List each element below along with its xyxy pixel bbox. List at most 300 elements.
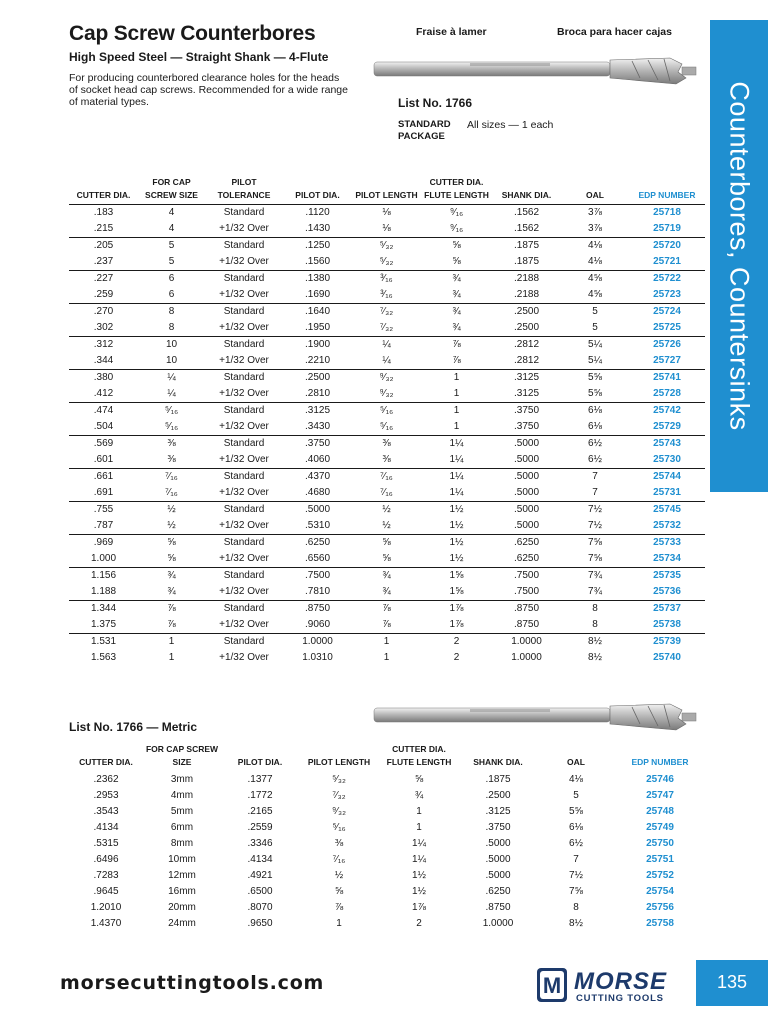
table-cell: .4370 bbox=[304, 471, 331, 482]
table-cell: ¾ bbox=[421, 287, 492, 304]
table-cell: ⅞ bbox=[167, 603, 176, 614]
table-cell: Standard bbox=[223, 207, 265, 218]
table-cell: ⅛ bbox=[352, 221, 421, 238]
edp-number-cell: 25752 bbox=[646, 870, 674, 881]
table-cell: .2500 bbox=[513, 306, 540, 317]
table-cell: +1/32 Over bbox=[205, 320, 283, 337]
table-cell: .5315 bbox=[93, 838, 119, 849]
table-cell: .3543 bbox=[93, 806, 119, 817]
french-title: Fraise à lamer bbox=[416, 26, 487, 38]
edp-number-cell: 25721 bbox=[629, 254, 705, 271]
table-cell: .4134 bbox=[93, 822, 119, 833]
table-cell: .1875 bbox=[492, 254, 561, 271]
table-cell: +1/32 Over bbox=[205, 551, 283, 568]
table-cell: .270 bbox=[93, 306, 114, 317]
table-cell: ¼ bbox=[352, 353, 421, 370]
table-cell: 1.375 bbox=[69, 617, 138, 634]
table-cell: 4 bbox=[138, 221, 205, 238]
counterbore-spec-table bbox=[69, 176, 705, 666]
table-cell: ⅝ bbox=[138, 551, 205, 568]
table-cell: .5000 bbox=[485, 838, 511, 849]
table-cell: 8½ bbox=[588, 636, 602, 647]
edp-number-cell: 25729 bbox=[629, 419, 705, 436]
table-row bbox=[69, 535, 705, 552]
table-cell: 6mm bbox=[170, 822, 194, 833]
table-cell: .2188 bbox=[513, 273, 540, 284]
table-cell: .5000 bbox=[485, 870, 511, 881]
table-cell: 5 bbox=[592, 306, 598, 317]
table-cell: 5¼ bbox=[588, 339, 602, 350]
metric-spec-table bbox=[69, 743, 705, 932]
table-cell: .183 bbox=[93, 207, 114, 218]
table-row bbox=[69, 584, 705, 601]
table-cell: 1½ bbox=[449, 504, 464, 515]
table-cell: 1 bbox=[383, 652, 390, 663]
table-cell: ⅞ bbox=[382, 603, 391, 614]
table-cell: 7¾ bbox=[561, 584, 629, 601]
table-cell: 8mm bbox=[170, 838, 194, 849]
table-cell: .8070 bbox=[247, 902, 273, 913]
table-cell: 1 bbox=[421, 419, 492, 436]
table-cell: 7 bbox=[592, 471, 598, 482]
table-cell: Standard bbox=[223, 339, 265, 350]
column-header: FOR CAP SCREW SIZE bbox=[138, 176, 205, 205]
table-cell: .1250 bbox=[304, 240, 331, 251]
table-cell: 4⅝ bbox=[561, 287, 629, 304]
table-cell: ⁹⁄₃₂ bbox=[379, 372, 394, 383]
page-number: 135 bbox=[716, 972, 748, 992]
column-header: OAL bbox=[561, 176, 629, 205]
table-cell: ⁵⁄₁₆ bbox=[138, 419, 205, 436]
table-cell: .5310 bbox=[283, 518, 352, 535]
column-header: CUTTER DIA. FLUTE LENGTH bbox=[386, 744, 452, 767]
table-cell: +1/32 Over bbox=[205, 485, 283, 502]
table-cell: 1 bbox=[416, 806, 422, 817]
table-cell: 1.0000 bbox=[302, 636, 333, 647]
edp-number-cell: 25725 bbox=[629, 320, 705, 337]
table-cell: 2 bbox=[416, 918, 422, 929]
table-cell: .3750 bbox=[485, 822, 511, 833]
table-cell: ⁵⁄₁₆ bbox=[164, 405, 179, 416]
table-cell: ⁷⁄₃₂ bbox=[379, 306, 394, 317]
table-cell: 5⅝ bbox=[561, 386, 629, 403]
table-cell: ⁵⁄₃₂ bbox=[332, 774, 346, 785]
table-row bbox=[69, 634, 705, 651]
table-cell: ⅜ bbox=[352, 452, 421, 469]
table-cell: .3346 bbox=[247, 838, 273, 849]
edp-number-cell: 25748 bbox=[646, 806, 674, 817]
table-cell: .2812 bbox=[492, 353, 561, 370]
table-cell: ³⁄₁₆ bbox=[352, 287, 421, 304]
table-cell: .344 bbox=[69, 353, 138, 370]
table-cell: .8750 bbox=[492, 617, 561, 634]
table-cell: ⁷⁄₁₆ bbox=[165, 471, 178, 482]
table-cell: 2 bbox=[453, 636, 460, 647]
table-cell: ⁷⁄₃₂ bbox=[332, 790, 346, 801]
table-cell: .691 bbox=[69, 485, 138, 502]
table-cell: .6250 bbox=[485, 886, 511, 897]
table-cell: ¾ bbox=[138, 584, 205, 601]
table-cell: ⅞ bbox=[421, 353, 492, 370]
table-cell: ⅝ bbox=[334, 886, 344, 897]
table-row bbox=[69, 804, 705, 820]
table-cell: ⅞ bbox=[334, 902, 344, 913]
edp-number-cell: 25734 bbox=[629, 551, 705, 568]
edp-number-cell: 25724 bbox=[653, 306, 681, 317]
edp-number-cell: 25733 bbox=[653, 537, 681, 548]
website-link[interactable]: morsecuttingtools.com bbox=[60, 972, 325, 994]
table-row bbox=[69, 502, 705, 519]
table-cell: 8½ bbox=[588, 652, 602, 663]
table-row bbox=[69, 436, 705, 453]
table-cell: Standard bbox=[223, 306, 265, 317]
edp-number-cell: 25722 bbox=[653, 273, 681, 284]
table-row bbox=[69, 221, 705, 238]
table-cell: +1/32 Over bbox=[205, 617, 283, 634]
table-cell: .259 bbox=[69, 287, 138, 304]
table-cell: ⁷⁄₃₂ bbox=[352, 320, 421, 337]
table-cell: 1¼ bbox=[412, 854, 426, 865]
edp-number-cell: 25719 bbox=[629, 221, 705, 238]
table-cell: .1430 bbox=[283, 221, 352, 238]
table-row bbox=[69, 370, 705, 387]
table-cell: 5⅝ bbox=[569, 806, 583, 817]
table-cell: .2500 bbox=[485, 790, 511, 801]
edp-number-cell: 25746 bbox=[646, 774, 674, 785]
table-cell: 1⅝ bbox=[421, 584, 492, 601]
table-cell: .9060 bbox=[283, 617, 352, 634]
table-cell: .2210 bbox=[283, 353, 352, 370]
table-cell: .6250 bbox=[513, 537, 540, 548]
column-header: CUTTER DIA. bbox=[69, 176, 138, 205]
table-cell: 6 bbox=[168, 273, 175, 284]
table-cell: .2810 bbox=[283, 386, 352, 403]
table-cell: 1½ bbox=[421, 551, 492, 568]
table-cell: ⅝ bbox=[452, 240, 461, 251]
table-cell: .412 bbox=[69, 386, 138, 403]
logo-subtext: CUTTING TOOLS bbox=[576, 993, 664, 1004]
table-cell: ⅜ bbox=[334, 838, 344, 849]
edp-number-cell: 25749 bbox=[646, 822, 674, 833]
table-cell: .4134 bbox=[247, 854, 273, 865]
table-cell: .755 bbox=[93, 504, 114, 515]
table-cell: ⅜ bbox=[138, 452, 205, 469]
table-cell: 1 bbox=[336, 918, 342, 929]
table-cell: +1/32 Over bbox=[205, 386, 283, 403]
table-cell: .3750 bbox=[304, 438, 331, 449]
table-cell: .2362 bbox=[93, 774, 119, 785]
column-header: OAL bbox=[567, 757, 585, 767]
table-cell: ⁷⁄₁₆ bbox=[380, 471, 393, 482]
table-cell: ½ bbox=[334, 870, 344, 881]
table-cell: 5⅝ bbox=[588, 372, 602, 383]
table-cell: 7 bbox=[573, 854, 579, 865]
table-cell: .4060 bbox=[283, 452, 352, 469]
table-cell: +1/32 Over bbox=[205, 353, 283, 370]
table-cell: .6496 bbox=[93, 854, 119, 865]
table-cell: 1.0310 bbox=[302, 652, 333, 663]
edp-number-cell: 25751 bbox=[646, 854, 674, 865]
table-cell: .2500 bbox=[304, 372, 331, 383]
table-cell: Standard bbox=[223, 372, 265, 383]
table-cell: 1.0000 bbox=[511, 636, 542, 647]
table-cell: .5000 bbox=[513, 504, 540, 515]
table-cell: ¼ bbox=[138, 386, 205, 403]
table-cell: .1900 bbox=[304, 339, 331, 350]
table-cell: .2188 bbox=[492, 287, 561, 304]
table-cell: .237 bbox=[69, 254, 138, 271]
edp-number-cell: 25718 bbox=[653, 207, 681, 218]
table-cell: Standard bbox=[223, 405, 265, 416]
edp-number-cell: 25750 bbox=[646, 838, 674, 849]
column-header: PILOT DIA. bbox=[237, 757, 283, 767]
table-cell: .380 bbox=[93, 372, 114, 383]
intro-text: For producing counterbored clearance holes for the heads of socket head cap screws. Recommended for a wide range of material types. bbox=[69, 72, 348, 108]
table-cell: .3750 bbox=[513, 405, 540, 416]
table-cell: 1 bbox=[416, 822, 422, 833]
table-cell: ⅞ bbox=[452, 339, 461, 350]
table-cell: 8½ bbox=[569, 918, 583, 929]
table-cell: .787 bbox=[69, 518, 138, 535]
table-row bbox=[69, 287, 705, 304]
table-row bbox=[69, 836, 705, 852]
table-cell: 1 bbox=[168, 636, 175, 647]
edp-number-cell: 25744 bbox=[653, 471, 681, 482]
table-cell: ⅞ bbox=[138, 617, 205, 634]
table-cell: 5 bbox=[168, 240, 175, 251]
table-row bbox=[69, 568, 705, 585]
table-cell: ⅜ bbox=[382, 438, 391, 449]
table-cell: .1562 bbox=[513, 207, 540, 218]
table-cell: +1/32 Over bbox=[205, 518, 283, 535]
edp-number-cell: 25738 bbox=[629, 617, 705, 634]
table-cell: 1.344 bbox=[90, 603, 117, 614]
table-cell: 1¼ bbox=[449, 438, 464, 449]
section-side-tab bbox=[710, 20, 768, 492]
edp-number-cell: 25726 bbox=[653, 339, 681, 350]
table-cell: 8 bbox=[168, 306, 175, 317]
table-row bbox=[69, 271, 705, 288]
table-row bbox=[69, 601, 705, 618]
table-cell: 6⅛ bbox=[561, 419, 629, 436]
table-cell: ½ bbox=[138, 518, 205, 535]
table-cell: +1/32 Over bbox=[205, 452, 283, 469]
column-header: EDP NUMBER bbox=[631, 757, 689, 767]
table-cell: 1½ bbox=[449, 537, 464, 548]
table-cell: .302 bbox=[69, 320, 138, 337]
table-cell: +1/32 Over bbox=[205, 254, 283, 271]
logo-letter: M bbox=[542, 973, 562, 998]
table-row bbox=[69, 868, 705, 884]
table-cell: .7810 bbox=[283, 584, 352, 601]
table-row bbox=[69, 900, 705, 916]
table-row bbox=[69, 820, 705, 836]
table-cell: 1 bbox=[383, 636, 390, 647]
table-cell: 1¼ bbox=[421, 485, 492, 502]
standard-package-label: STANDARD PACKAGE bbox=[398, 119, 451, 142]
table-row bbox=[69, 254, 705, 271]
table-cell: ¾ bbox=[352, 584, 421, 601]
table-cell: .7500 bbox=[304, 570, 331, 581]
table-cell: ¾ bbox=[382, 570, 391, 581]
table-cell: 1⅞ bbox=[412, 902, 426, 913]
edp-number-cell: 25731 bbox=[629, 485, 705, 502]
list-number: List No. 1766 bbox=[398, 96, 473, 110]
table-cell: .474 bbox=[93, 405, 114, 416]
table-row bbox=[69, 916, 705, 932]
table-cell: 6⅛ bbox=[588, 405, 602, 416]
table-cell: 10 bbox=[165, 339, 178, 350]
table-cell: .504 bbox=[69, 419, 138, 436]
table-cell: ¾ bbox=[414, 790, 424, 801]
table-row bbox=[69, 386, 705, 403]
table-cell: .7500 bbox=[492, 584, 561, 601]
table-cell: Standard bbox=[223, 273, 265, 284]
table-cell: ⁵⁄₁₆ bbox=[332, 822, 346, 833]
table-row bbox=[69, 884, 705, 900]
table-cell: .5000 bbox=[513, 438, 540, 449]
column-header: CUTTER DIA. FLUTE LENGTH bbox=[421, 176, 492, 205]
table-cell: 8 bbox=[138, 320, 205, 337]
table-cell: ⅝ bbox=[414, 774, 424, 785]
table-cell: 1.0000 bbox=[482, 918, 514, 929]
table-cell: .2953 bbox=[93, 790, 119, 801]
table-cell: 1.000 bbox=[69, 551, 138, 568]
table-cell: Standard bbox=[223, 438, 265, 449]
edp-number-cell: 25756 bbox=[646, 902, 674, 913]
edp-number-cell: 25745 bbox=[653, 504, 681, 515]
table-cell: ³⁄₁₆ bbox=[380, 273, 393, 284]
table-row bbox=[69, 353, 705, 370]
table-cell: .9645 bbox=[93, 886, 119, 897]
table-cell: ⁹⁄₃₂ bbox=[332, 806, 346, 817]
table-cell: ⁵⁄₁₆ bbox=[379, 405, 394, 416]
table-cell: ½ bbox=[167, 504, 176, 515]
table-cell: 6½ bbox=[561, 452, 629, 469]
table-cell: Standard bbox=[223, 537, 265, 548]
table-cell: .227 bbox=[93, 273, 114, 284]
table-cell: Standard bbox=[223, 471, 265, 482]
table-row bbox=[69, 205, 705, 222]
table-cell: .601 bbox=[69, 452, 138, 469]
table-cell: 7⅝ bbox=[561, 551, 629, 568]
table-cell: .5000 bbox=[492, 452, 561, 469]
table-cell: ⅝ bbox=[382, 537, 391, 548]
table-cell: ⁹⁄₁₆ bbox=[449, 207, 464, 218]
table-cell: 1⅞ bbox=[421, 617, 492, 634]
table-cell: ⁷⁄₁₆ bbox=[352, 485, 421, 502]
table-cell: ⁹⁄₁₆ bbox=[421, 221, 492, 238]
table-cell: ⁹⁄₃₂ bbox=[352, 386, 421, 403]
edp-number-cell: 25739 bbox=[653, 636, 681, 647]
table-row bbox=[69, 403, 705, 420]
table-cell: Standard bbox=[223, 504, 265, 515]
edp-number-cell: 25728 bbox=[629, 386, 705, 403]
table-cell: .4921 bbox=[247, 870, 273, 881]
table-cell: 5¼ bbox=[561, 353, 629, 370]
table-cell: ⅝ bbox=[421, 254, 492, 271]
table-cell: ¾ bbox=[452, 306, 461, 317]
table-cell: 16mm bbox=[168, 886, 196, 897]
table-cell: 1.563 bbox=[90, 652, 117, 663]
table-cell: 7½ bbox=[561, 518, 629, 535]
side-tab-label: Counterbores, Countersinks bbox=[724, 81, 755, 431]
table-cell: .661 bbox=[93, 471, 114, 482]
column-header: EDP NUMBER bbox=[629, 176, 705, 205]
table-cell: .5000 bbox=[492, 485, 561, 502]
table-cell: +1/32 Over bbox=[205, 419, 283, 436]
table-cell: .6250 bbox=[304, 537, 331, 548]
edp-number-cell: 25742 bbox=[653, 405, 681, 416]
table-cell: 3⅞ bbox=[561, 221, 629, 238]
table-cell: .5000 bbox=[513, 471, 540, 482]
table-cell: .1562 bbox=[492, 221, 561, 238]
table-cell: 7⅝ bbox=[588, 537, 602, 548]
table-cell: .3430 bbox=[283, 419, 352, 436]
table-cell: .7283 bbox=[93, 870, 119, 881]
edp-number-cell: 25747 bbox=[646, 790, 674, 801]
spanish-title: Broca para hacer cajas bbox=[557, 26, 672, 38]
table-cell: .7500 bbox=[513, 570, 540, 581]
table-cell: 7⅝ bbox=[569, 886, 583, 897]
table-cell: 5 bbox=[138, 254, 205, 271]
table-cell: .1640 bbox=[304, 306, 331, 317]
table-cell: .3750 bbox=[492, 419, 561, 436]
table-row bbox=[69, 551, 705, 568]
table-cell: ⁵⁄₃₂ bbox=[379, 240, 394, 251]
table-cell: 1 bbox=[421, 386, 492, 403]
table-cell: 6½ bbox=[588, 438, 602, 449]
table-cell: +1/32 Over bbox=[205, 287, 283, 304]
table-cell: 4mm bbox=[170, 790, 194, 801]
table-cell: 1.188 bbox=[69, 584, 138, 601]
edp-number-cell: 25736 bbox=[629, 584, 705, 601]
table-row bbox=[69, 238, 705, 255]
table-cell: 1½ bbox=[421, 518, 492, 535]
edp-number-cell: 25720 bbox=[653, 240, 681, 251]
table-cell: 24mm bbox=[168, 918, 196, 929]
edp-number-cell: 25743 bbox=[653, 438, 681, 449]
table-row bbox=[69, 337, 705, 354]
table-cell: 5 bbox=[573, 790, 579, 801]
table-cell: .2812 bbox=[513, 339, 540, 350]
table-cell: .2165 bbox=[247, 806, 273, 817]
table-cell: .3125 bbox=[513, 372, 540, 383]
table-cell: .5000 bbox=[304, 504, 331, 515]
table-cell: 4 bbox=[168, 207, 175, 218]
table-cell: Standard bbox=[223, 636, 265, 647]
table-cell: 6½ bbox=[569, 838, 583, 849]
column-header: SHANK DIA. bbox=[473, 757, 523, 767]
table-cell: ⁷⁄₁₆ bbox=[138, 485, 205, 502]
table-cell: ½ bbox=[352, 518, 421, 535]
table-cell: .6250 bbox=[492, 551, 561, 568]
table-cell: ¼ bbox=[382, 339, 391, 350]
table-cell: 1.2010 bbox=[90, 902, 122, 913]
counterbore-tool-image bbox=[370, 54, 700, 90]
table-cell: 1½ bbox=[412, 886, 426, 897]
table-cell: .1875 bbox=[513, 240, 540, 251]
table-cell: 1½ bbox=[412, 870, 426, 881]
edp-number-cell: 25758 bbox=[646, 918, 674, 929]
column-header: SHANK DIA. bbox=[492, 176, 561, 205]
table-cell: 4⅝ bbox=[588, 273, 602, 284]
table-cell: 1.0000 bbox=[511, 652, 542, 663]
edp-number-cell: 25727 bbox=[629, 353, 705, 370]
table-cell: .4680 bbox=[283, 485, 352, 502]
table-row bbox=[69, 617, 705, 634]
table-cell: ⅝ bbox=[352, 551, 421, 568]
